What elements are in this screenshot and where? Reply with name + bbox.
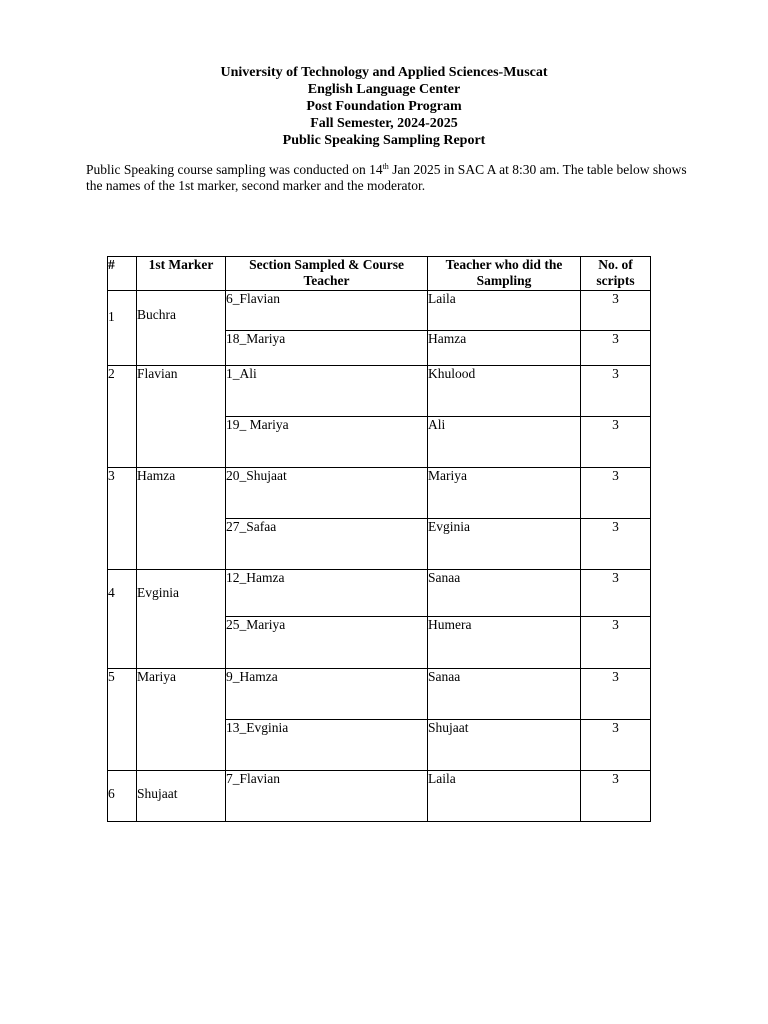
- sampling-teacher: Hamza: [428, 331, 581, 366]
- section-sampled: 27_Safaa: [226, 519, 428, 570]
- section-sampled: 12_Hamza: [226, 570, 428, 617]
- table-row: [108, 366, 651, 417]
- first-marker: Evginia: [137, 570, 226, 669]
- sampling-teacher: Evginia: [428, 519, 581, 570]
- row-number: 6: [108, 771, 137, 822]
- scripts-count: 3: [581, 468, 651, 519]
- header-scripts: No. of scripts: [581, 257, 651, 291]
- section-sampled: 6_Flavian: [226, 291, 428, 331]
- scripts-count: 3: [581, 417, 651, 468]
- first-marker: Flavian: [137, 366, 226, 468]
- sampling-teacher: Humera: [428, 617, 581, 669]
- report-header: [0, 64, 768, 149]
- scripts-count: 3: [581, 570, 651, 617]
- sampling-table: [107, 256, 651, 822]
- section-sampled: 7_Flavian: [226, 771, 428, 822]
- header-sampling-teacher: Teacher who did the Sampling: [428, 257, 581, 291]
- first-marker: Buchra: [137, 291, 226, 366]
- scripts-count: 3: [581, 617, 651, 669]
- section-sampled: 25_Mariya: [226, 617, 428, 669]
- section-sampled: 19_ Mariya: [226, 417, 428, 468]
- table-header-row: [108, 257, 651, 291]
- scripts-count: 3: [581, 366, 651, 417]
- first-marker: Mariya: [137, 669, 226, 771]
- header-section-sampled: Section Sampled & Course Teacher: [226, 257, 428, 291]
- row-number: 1: [108, 291, 137, 366]
- intro-text-start: Public Speaking course sampling was conducted on 14: [86, 162, 383, 177]
- section-sampled: 20_Shujaat: [226, 468, 428, 519]
- row-number: 2: [108, 366, 137, 468]
- intro-text-end: Jan 2025 in SAC A at 8:30 am. The table below shows the names of the 1st marker, second marker and the moderator.: [86, 162, 687, 193]
- sampling-teacher: Ali: [428, 417, 581, 468]
- sampling-teacher: Shujaat: [428, 720, 581, 771]
- table-row: [108, 771, 651, 822]
- table-row: [108, 291, 651, 331]
- sampling-teacher: Mariya: [428, 468, 581, 519]
- table-row: [108, 669, 651, 720]
- sampling-teacher: Laila: [428, 291, 581, 331]
- program-name: Post Foundation Program: [306, 99, 462, 114]
- scripts-count: 3: [581, 331, 651, 366]
- scripts-count: 3: [581, 519, 651, 570]
- sampling-teacher: Sanaa: [428, 570, 581, 617]
- table-row: [108, 468, 651, 519]
- first-marker: Hamza: [137, 468, 226, 570]
- header-number: #: [108, 257, 137, 291]
- section-sampled: 18_Mariya: [226, 331, 428, 366]
- university-name: University of Technology and Applied Sciences-Muscat: [220, 65, 548, 80]
- sampling-teacher: Sanaa: [428, 669, 581, 720]
- table-row: [108, 570, 651, 617]
- sampling-teacher: Khulood: [428, 366, 581, 417]
- section-sampled: 9_Hamza: [226, 669, 428, 720]
- row-number: 4: [108, 570, 137, 669]
- sampling-teacher: Laila: [428, 771, 581, 822]
- semester: Fall Semester, 2024-2025: [310, 116, 458, 131]
- intro-date-suffix: th: [382, 162, 389, 171]
- scripts-count: 3: [581, 771, 651, 822]
- header-first-marker: 1st Marker: [137, 257, 226, 291]
- center-name: English Language Center: [307, 82, 461, 97]
- section-sampled: 13_Evginia: [226, 720, 428, 771]
- scripts-count: 3: [581, 291, 651, 331]
- row-number: 5: [108, 669, 137, 771]
- section-sampled: 1_Ali: [226, 366, 428, 417]
- first-marker: Shujaat: [137, 771, 226, 822]
- report-title: Public Speaking Sampling Report: [282, 133, 486, 148]
- scripts-count: 3: [581, 720, 651, 771]
- row-number: 3: [108, 468, 137, 570]
- scripts-count: 3: [581, 669, 651, 720]
- intro-paragraph: [86, 162, 696, 194]
